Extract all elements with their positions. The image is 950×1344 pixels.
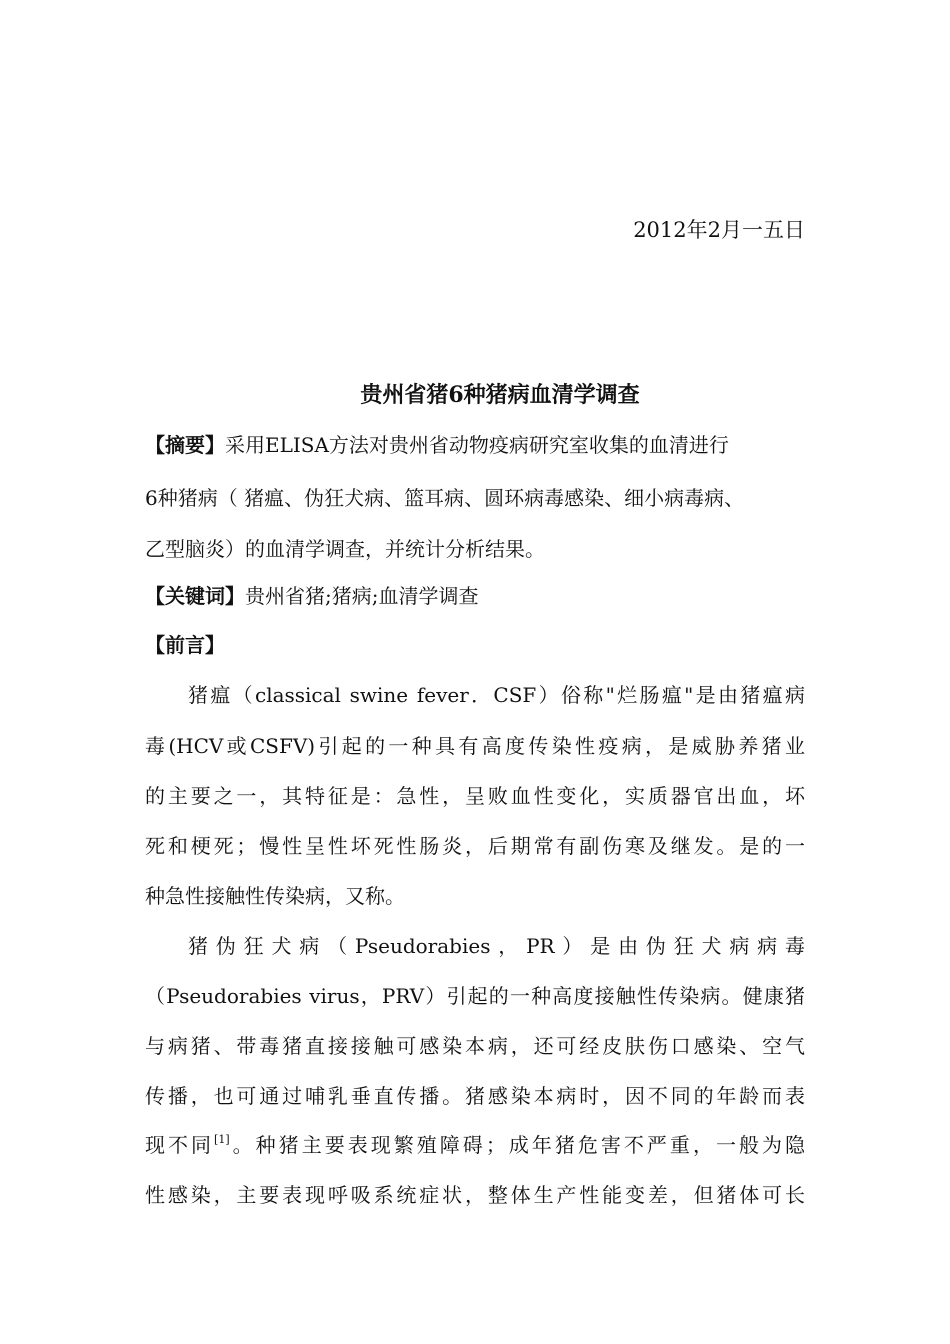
para2-line-5 (145, 1129, 805, 1158)
para2-line-3: 与病猪、带毒猪直接接触可感染本病，还可经皮肤伤口感染、空气 (145, 1034, 805, 1058)
abstract-line-1 (145, 429, 805, 458)
para2-line-5-end: 。种猪主要表现繁殖障碍；成年猪危害不严重，一般为隐 (229, 1133, 806, 1157)
para2-line-1: 猪伪狂犬病（Pseudorabies，PR）是由伪狂犬病病毒 (188, 934, 805, 958)
para1-line-1: 猪瘟（classical swine fever．CSF）俗称"烂肠瘟"是由猪瘟病 (188, 683, 805, 707)
abstract-line-3: 乙型脑炎）的血清学调查，并统计分析结果。 (145, 537, 545, 561)
document-date: 2012年2月一五日 (633, 218, 805, 242)
para2-line-4: 传播，也可通过哺乳垂直传播。猪感染本病时，因不同的年龄而表 (145, 1084, 805, 1108)
abstract-label: 【摘要】 (145, 433, 225, 457)
para2-line-6: 性感染，主要表现呼吸系统症状，整体生产性能变差，但猪体可长 (145, 1183, 805, 1207)
para2-line-5-start: 现不同 (145, 1133, 215, 1157)
keywords-line (145, 580, 478, 609)
keywords-text: 贵州省猪;猪病;血清学调查 (245, 584, 479, 608)
abstract-text-1: 采用ELISA方法对贵州省动物疫病研究室收集的血清进行 (225, 433, 729, 457)
preface-label: 【前言】 (145, 633, 225, 657)
citation-1[interactable]: [1] (214, 1133, 230, 1146)
abstract-line-2: 6种猪病（ 猪瘟、伪狂犬病、篮耳病、圆环病毒感染、细小病毒病、 (145, 486, 745, 510)
para1-line-3: 的主要之一，其特征是：急性，呈败血性变化，实质器官出血，坏 (145, 784, 805, 808)
para1-line-5: 种急性接触性传染病，又称。 (145, 884, 405, 908)
para1-line-4: 死和梗死；慢性呈性坏死性肠炎，后期常有副伤寒及继发。是的一 (145, 834, 805, 858)
document-title: 贵州省猪6种猪病血清学调查 (360, 382, 640, 408)
para1-line-2: 毒(HCV或CSFV)引起的一种具有高度传染性疫病，是威胁养猪业 (145, 734, 805, 758)
keywords-label: 【关键词】 (145, 584, 245, 608)
para2-line-2: （Pseudorabies virus，PRV）引起的一种高度接触性传染病。健康猪 (145, 984, 805, 1008)
